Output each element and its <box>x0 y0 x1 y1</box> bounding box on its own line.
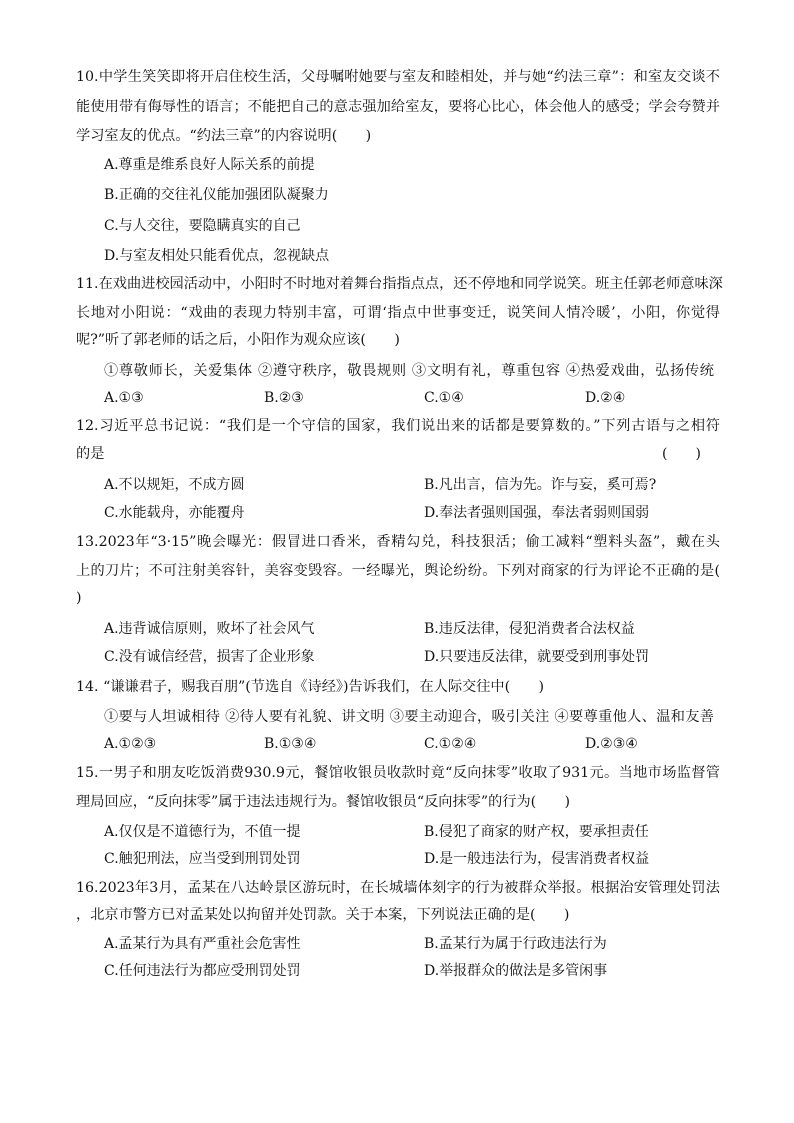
q16-option-b: B.孟某行为属于行政违法行为 <box>424 936 607 952</box>
q12-option-a: A.不以规矩，不成方圆 <box>104 477 245 493</box>
q16-stem-line-1: 16.2023年3月，孟某在八达岭景区游玩时，在长城墙体刻字的行为被群众举报。根据治安管理处罚法 <box>76 880 720 896</box>
q15-option-b: B.侵犯了商家的财产权，要承担责任 <box>424 824 649 840</box>
q15-option-c: C.触犯刑法，应当受到刑罚处罚 <box>104 851 301 867</box>
q13-option-d: D.只要违反法律，就要受到刑事处罚 <box>424 649 650 665</box>
q14-option-a: A.①②③ <box>104 736 157 752</box>
q10-stem-line-3: 学习室友的优点。“约法三章”的内容说明( ) <box>76 128 372 144</box>
q10-stem-line-1: 10.中学生笑笑即将开启住校生活，父母嘱咐她要与室友和睦相处，并与她“约法三章”：和室友交谈不 <box>76 69 720 85</box>
q13-option-c: C.没有诚信经营，损害了企业形象 <box>104 649 315 665</box>
q14-items: ①要与人坦诚相待 ②待人要有礼貌、讲文明 ③要主动迎合，吸引关注 ④要尊重他人、温和友善 <box>104 709 714 725</box>
q13-option-b: B.违反法律，侵犯消费者合法权益 <box>424 621 635 637</box>
q16-option-c: C.任何违法行为都应受刑罚处罚 <box>104 963 301 979</box>
q16-option-a: A.孟某行为具有严重社会危害性 <box>104 936 301 952</box>
q14-option-c: C.①②④ <box>424 736 477 752</box>
q10-option-c: C.与人交往，要隐瞒真实的自己 <box>104 218 301 234</box>
q13-stem-line-2: 上的刀片；不可注射美容针，美容变毁容。一经曝光，舆论纷纷。下列对商家的行为评论不正确的是( <box>76 563 720 579</box>
q11-stem-line-3: 呢?”听了郭老师的话之后，小阳作为观众应该( ) <box>76 332 400 348</box>
q13-stem-line-3: ) <box>76 590 82 606</box>
q11-items: ①尊敬师长，关爱集体 ②遵守秩序，敬畏规则 ③文明有礼，尊重包容 ④热爱戏曲，弘扬传统 <box>104 363 714 379</box>
q14-stem-line-1: 14. “谦谦君子，赐我百朋”(节选自《诗经》)告诉我们，在人际交往中( ) <box>76 679 545 695</box>
q12-option-c: C.水能载舟，亦能覆舟 <box>104 505 245 521</box>
q14-option-d: D.②③④ <box>585 736 638 752</box>
q15-option-d: D.是一般违法行为，侵害消费者权益 <box>424 851 650 867</box>
q11-option-c: C.①④ <box>424 390 464 406</box>
q15-stem-line-2: 理局回应，“反向抹零”属于违法违规行为。餐馆收银员“反向抹零”的行为( ) <box>76 794 571 810</box>
q12-answer-paren: ( ) <box>662 446 701 462</box>
q12-stem-line-1: 12.习近平总书记说：“我们是一个守信的国家，我们说出来的话都是要算数的。”下列古语与之相符 <box>76 418 720 434</box>
q12-stem-line-2: 的是 <box>76 446 105 462</box>
q16-option-d: D.举报群众的做法是多管闲事 <box>424 963 608 979</box>
q12-option-b: B.凡出言，信为先。诈与妄，奚可焉? <box>424 477 657 493</box>
q11-option-d: D.②④ <box>585 390 626 406</box>
q11-stem-line-1: 11.在戏曲进校园活动中，小阳时不时地对着舞台指指点点，还不停地和同学说笑。班主任郭老师意味深 <box>76 276 723 292</box>
q11-option-b: B.②③ <box>264 390 304 406</box>
q16-stem-line-2: ，北京市警方已对孟某处以拘留并处罚款。关于本案，下列说法正确的是( ) <box>76 907 570 923</box>
q11-stem-line-2: 长地对小阳说：“戏曲的表现力特别丰富，可谓‘指点中世事变迁，说笑间人情冷暖’，小阳，你觉得 <box>76 305 720 321</box>
q10-option-a: A.尊重是维系良好人际关系的前提 <box>104 157 315 173</box>
q13-option-a: A.违背诚信原则，败坏了社会风气 <box>104 621 315 637</box>
q12-option-d: D.奉法者强则国强，奉法者弱则国弱 <box>424 505 650 521</box>
q11-option-a: A.①③ <box>104 390 144 406</box>
q13-stem-line-1: 13.2023年“3·15”晚会曝光：假冒进口香米，香精勾兑，科技狠活；偷工减料“塑料头盔”，戴在头 <box>76 534 720 550</box>
q15-stem-line-1: 15.一男子和朋友吃饭消费930.9元，餐馆收银员收款时竟“反向抹零”收取了931元。当地市场监督管 <box>76 765 720 781</box>
q10-option-b: B.正确的交往礼仪能加强团队凝聚力 <box>104 187 329 203</box>
q10-option-d: D.与室友相处只能看优点，忽视缺点 <box>104 248 330 264</box>
q14-option-b: B.①③④ <box>264 736 317 752</box>
q10-stem-line-2: 能使用带有侮辱性的语言；不能把自己的意志强加给室友，要将心比心，体会他人的感受；学会夸赞并 <box>76 99 720 115</box>
q15-option-a: A.仅仅是不道德行为，不值一提 <box>104 824 301 840</box>
